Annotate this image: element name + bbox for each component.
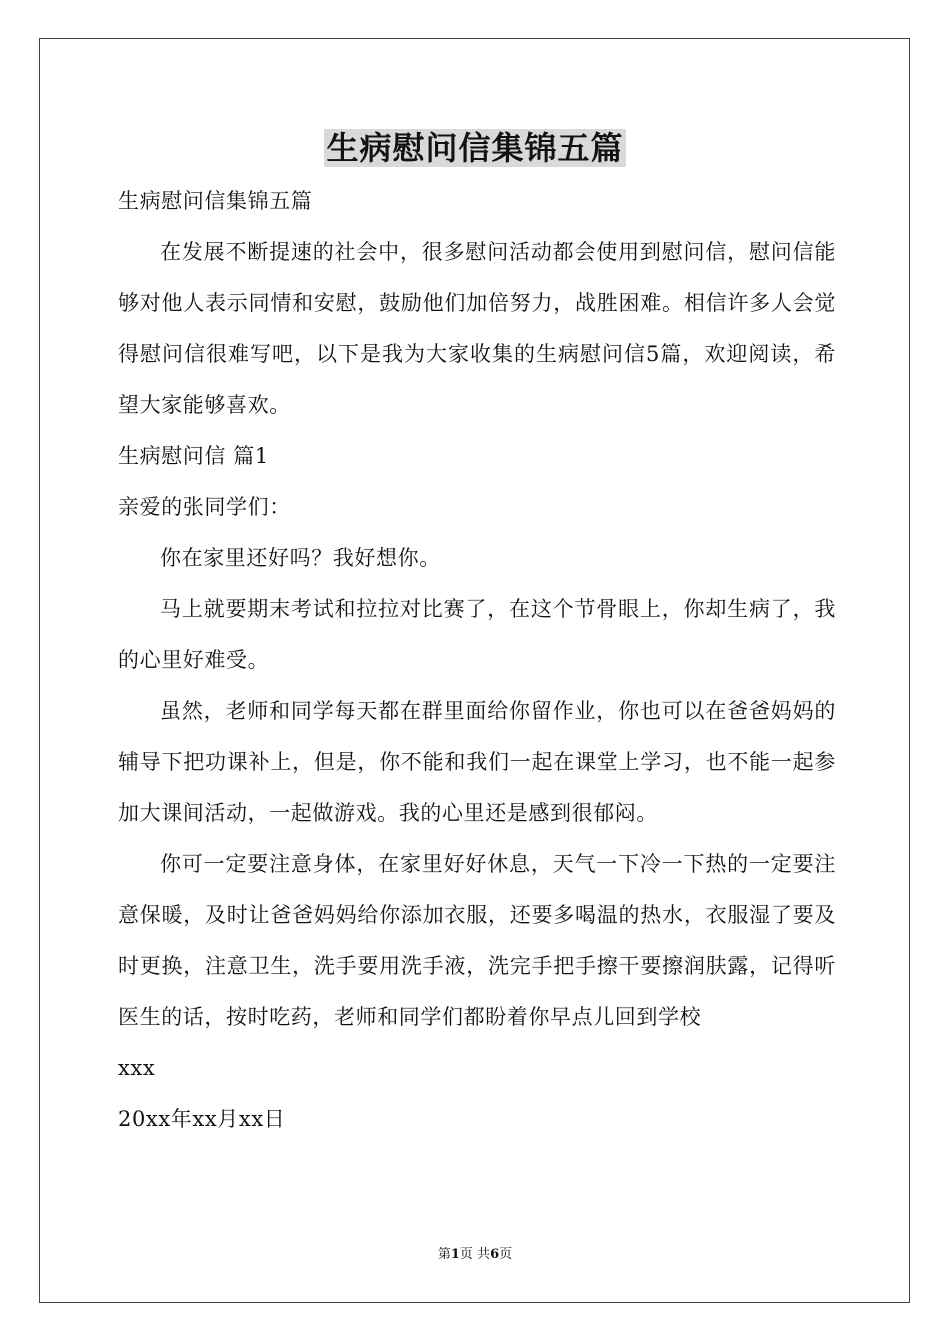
subtitle-paragraph: 生病慰问信集锦五篇 [118,189,313,213]
footer-mid: 页 共 [459,1247,491,1262]
section-heading: 生病慰问信 篇1 [118,444,269,468]
total-page-number: 6 [490,1247,500,1262]
body-paragraph: 你可一定要注意身体，在家里好好休息，天气一下冷一下热的一定要注意保暖，及时让爸爸妈妈给你添加衣服，还要多喝温的热水，衣服湿了要及时更换，注意卫生，洗手要用洗手液，洗完手把手擦干要擦润肤露，记得听医生的话，按时吃药，老师和同学们都盼着你早点儿回到学校 [118,852,836,1029]
date-line: 20xx年xx月xx日 [118,1107,286,1131]
intro-paragraph: 在发展不断提速的社会中，很多慰问活动都会使用到慰问信，慰问信能够对他人表示同情和安慰，鼓励他们加倍努力，战胜困难。相信许多人会觉得慰问信很难写吧，以下是我为大家收集的生病慰问信5篇，欢迎阅读，希望大家能够喜欢。 [118,240,836,417]
footer-suffix: 页 [499,1247,513,1262]
body-paragraph: 虽然，老师和同学每天都在群里面给你留作业，你也可以在爸爸妈妈的辅导下把功课补上，但是，你不能和我们一起在课堂上学习，也不能一起参加大课间活动，一起做游戏。我的心里还是感到很郁闷。 [118,699,836,825]
body-paragraph: 马上就要期末考试和拉拉对比赛了，在这个节骨眼上，你却生病了，我的心里好难受。 [118,597,836,672]
document-title-text: 生病慰问信集锦五篇 [326,129,624,167]
document-body [118,176,836,1145]
salutation: 亲爱的张同学们： [118,495,291,519]
signature: xxx [118,1056,156,1080]
footer-prefix: 第 [437,1247,451,1262]
document-title [0,124,950,172]
page-footer [0,1246,950,1264]
body-paragraph: 你在家里还好吗？我好想你。 [160,546,441,570]
current-page-number: 1 [450,1247,460,1262]
